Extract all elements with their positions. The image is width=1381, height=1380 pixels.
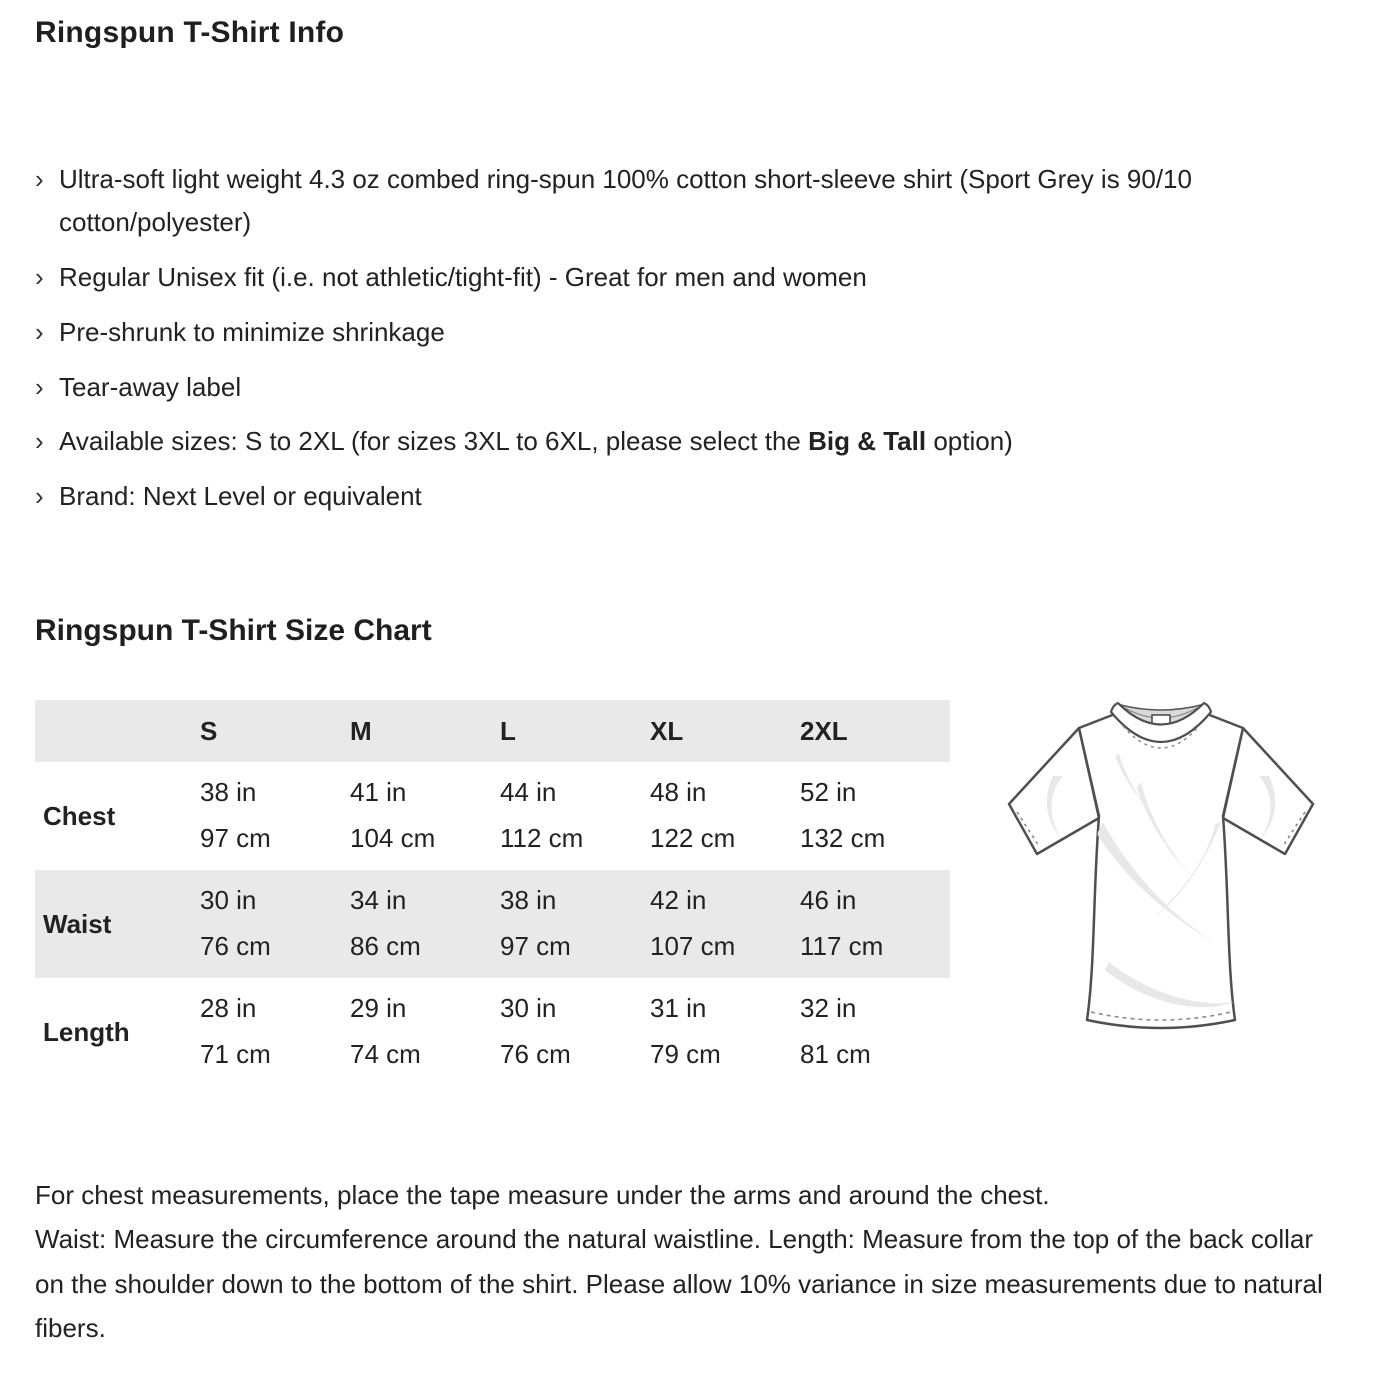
bullet-item xyxy=(35,420,1346,463)
product-bullet-list xyxy=(35,158,1346,518)
measurement-note-line1: For chest measurements, place the tape measure under the arms and around the chest. xyxy=(35,1180,1050,1211)
bullet-text: Available sizes: S to 2XL (for sizes 3XL to 6XL, please select the xyxy=(59,426,809,457)
size-cell: 31 in 79 cm xyxy=(650,993,721,1070)
table-row-waist xyxy=(35,870,950,978)
chevron-bullet-icon: › xyxy=(35,316,44,347)
bullet-text: Tear-away label xyxy=(59,371,242,402)
bullet-text: Regular Unisex fit (i.e. not athletic/tight-fit) - Great for men and women xyxy=(59,261,867,292)
bullet-item xyxy=(35,475,1346,518)
size-cell: 52 in 132 cm xyxy=(800,777,886,854)
row-label-chest: Chest xyxy=(43,800,116,831)
bullet-text: Ultra-soft light weight 4.3 oz combed ring-spun 100% cotton short-sleeve shirt (Sport Grey is 90/10 cotton/polyester) xyxy=(59,164,1192,237)
measurement-note xyxy=(35,1173,1346,1350)
size-cell: 44 in 112 cm xyxy=(500,777,584,854)
size-chart-heading: Ringspun T-Shirt Size Chart xyxy=(35,614,432,648)
column-header-m: M xyxy=(350,715,372,746)
table-row-length xyxy=(35,978,950,1086)
size-cell: 38 in 97 cm xyxy=(200,777,271,854)
chevron-bullet-icon: › xyxy=(35,261,44,292)
size-cell: 32 in 81 cm xyxy=(800,993,871,1070)
column-header-l: L xyxy=(500,715,516,746)
bullet-text-bold: Big & Tall xyxy=(808,426,927,457)
page-title: Ringspun T-Shirt Info xyxy=(35,16,345,49)
size-chart-section xyxy=(35,700,1346,1089)
size-cell: 46 in 117 cm xyxy=(800,885,884,962)
size-cell: 42 in 107 cm xyxy=(650,885,736,962)
size-chart-table xyxy=(35,700,950,1086)
table-row-chest xyxy=(35,762,950,870)
column-header-s: S xyxy=(200,715,218,746)
row-label-waist: Waist xyxy=(43,908,112,939)
bullet-text: Pre-shrunk to minimize shrinkage xyxy=(59,316,445,347)
chevron-bullet-icon: › xyxy=(35,426,44,457)
size-cell: 41 in 104 cm xyxy=(350,777,436,854)
measurement-note-rest: Waist: Measure the circumference around the natural waistline. Length: Measure from the top of the back collar on the shoulder down to the bottom of the shirt. Please allow 10% variance in size measurements due to natural fibers. xyxy=(35,1224,1323,1343)
t-shirt-icon xyxy=(966,694,1356,1084)
column-header-2xl: 2XL xyxy=(800,715,848,746)
bullet-item xyxy=(35,256,1346,299)
bullet-text: option) xyxy=(926,426,1013,457)
size-cell: 28 in 71 cm xyxy=(200,993,271,1070)
size-cell: 48 in 122 cm xyxy=(650,777,736,854)
chevron-bullet-icon: › xyxy=(35,164,44,194)
bullet-item xyxy=(35,311,1346,354)
size-cell: 30 in 76 cm xyxy=(200,885,271,962)
size-cell: 30 in 76 cm xyxy=(500,993,571,1070)
size-cell: 29 in 74 cm xyxy=(350,993,421,1070)
size-cell: 38 in 97 cm xyxy=(500,885,571,962)
bullet-item xyxy=(35,366,1346,409)
size-chart-header-row xyxy=(35,700,950,762)
t-shirt-illustration xyxy=(966,694,1366,1089)
size-cell: 34 in 86 cm xyxy=(350,885,421,962)
row-label-length: Length xyxy=(43,1016,130,1047)
chevron-bullet-icon: › xyxy=(35,481,44,512)
bullet-item xyxy=(35,158,1346,244)
bullet-text: Brand: Next Level or equivalent xyxy=(59,481,422,512)
chevron-bullet-icon: › xyxy=(35,371,44,402)
corner-cell xyxy=(35,700,200,762)
column-header-xl: XL xyxy=(650,715,684,746)
